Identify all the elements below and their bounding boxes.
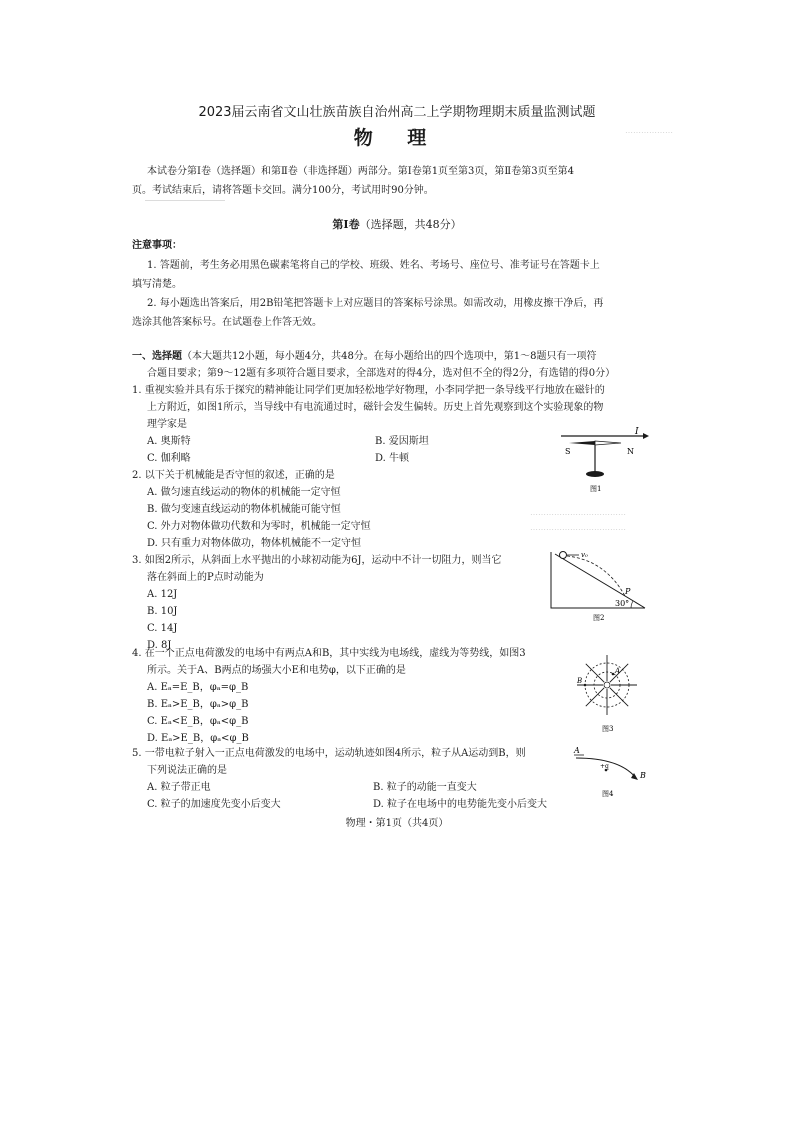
notice-heading: 注意事项： — [132, 240, 182, 251]
needle-north — [595, 441, 621, 445]
q5-option-d: D. 粒子在电场中的电势能先变小后变大 — [373, 799, 548, 810]
q1-option-a: A. 奥斯特 — [147, 436, 191, 447]
q1-option-d: D. 牛顿 — [375, 453, 410, 464]
q1-stem: 理学家是 — [147, 419, 187, 430]
intro-line: 本试卷分第Ⅰ卷（选择题）和第Ⅱ卷（非选择题）两部分。第Ⅰ卷第1页至第3页，第Ⅱ卷第3页至第4 — [147, 166, 574, 177]
point-charge — [604, 682, 610, 688]
section-heading-rest: （本大题共12小题，每小题4分，共48分。在每小题给出的四个选项中，第1～8题只有一项符 — [182, 351, 597, 362]
q2-option-c: C. 外力对物体做功代数和为零时，机械能一定守恒 — [147, 521, 371, 532]
figure-1-label: 图1 — [590, 485, 602, 493]
angle-arc — [631, 601, 633, 608]
bleed-through-line — [145, 200, 225, 201]
current-label: I — [635, 427, 639, 437]
bleed-through-mark: ⋯⋯⋯⋯⋯⋯ — [625, 128, 673, 137]
trajectory-path — [567, 556, 625, 596]
q2-option-d: D. 只有重力对物体做功，物体机械能不一定守恒 — [147, 538, 362, 549]
q1-option-b: B. 爱因斯坦 — [375, 436, 429, 447]
point-b-label: B — [577, 677, 583, 685]
figure-3-field — [572, 651, 646, 735]
notice-line: 2. 每小题选出答案后，用2B铅笔把答题卡上对应题目的答案标号涂黑。如需改动，用橡皮擦干净后，再 — [147, 298, 604, 309]
q4-option-a: A. Eₐ=E_B，φₐ=φ_B — [147, 682, 249, 693]
q5-option-c: C. 粒子的加速度先变小后变大 — [147, 799, 281, 810]
point-a-label: A — [574, 746, 580, 755]
section-heading-bold: 一、选择题 — [132, 351, 182, 362]
q5-stem: 5. 一带电粒子射入一正点电荷激发的电场中，运动轨迹如图4所示，粒子从A运动到B，则 — [132, 748, 526, 759]
q1-stem: 上方附近，如图1所示，当导线中有电流通过时，磁针会发生偏转。历史上首先观察到这个实验现象的物 — [147, 402, 604, 413]
q1-stem: 1. 重视实验并具有乐于探究的精神能让同学们更加轻松地学好物理，小李同学把一条导线平行地放在磁针的 — [132, 385, 605, 396]
bleed-through-mark: ⋯⋯⋯⋯⋯⋯⋯⋯⋯⋯⋯⋯ — [530, 510, 626, 519]
point-a-label: A — [615, 667, 621, 675]
q2-stem: 2. 以下关于机械能是否守恒的叙述，正确的是 — [132, 470, 335, 481]
charge-label: +q — [600, 763, 609, 770]
incline-slope — [555, 554, 645, 608]
part-title-bold: 第Ⅰ卷 — [332, 218, 360, 231]
figure-4-trajectory — [572, 744, 652, 800]
q3-stem: 落在斜面上的P点时动能为 — [147, 572, 264, 583]
part-title-rest: （选择题，共48分） — [359, 218, 462, 231]
q4-stem: 所示。关于A、B两点的场强大小E和电势φ，以下正确的是 — [147, 665, 406, 676]
figure-2-label: 图2 — [593, 614, 605, 622]
v0-label: v₀ — [581, 551, 588, 559]
q3-option-c: C. 14J — [147, 623, 178, 634]
point-p-label: P — [625, 587, 631, 596]
q4-stem: 4. 在一个正点电荷激发的电场中有两点A和B，其中实线为电场线，虚线为等势线，如图3 — [132, 648, 526, 659]
compass-base — [586, 471, 604, 477]
subject-title: 物 理 — [353, 127, 441, 149]
needle-s-label: S — [565, 447, 571, 456]
needle-south — [569, 441, 595, 445]
q4-option-c: C. Eₐ<E_B，φₐ<φ_B — [147, 716, 249, 727]
notice-line: 填写清楚。 — [132, 279, 182, 290]
current-arrow — [643, 433, 649, 439]
q5-option-a: A. 粒子带正电 — [147, 782, 211, 793]
page-footer: 物理・第1页（共4页） — [345, 818, 449, 829]
part-title — [0, 216, 794, 232]
intro-line: 页。考试结束后，请将答题卡交回。满分100分，考试用时90分钟。 — [132, 185, 434, 196]
q1-option-c: C. 伽利略 — [147, 453, 191, 464]
figure-3-label: 图3 — [602, 725, 614, 733]
q4-option-d: D. Eₐ>E_B，φₐ<φ_B — [147, 733, 249, 744]
q4-option-b: B. Eₐ>E_B，φₐ>φ_B — [147, 699, 249, 710]
section-line: 合题目要求；第9～12题有多项符合题目要求，全部选对的得4分，选对但不全的得2分，有选错的得0分） — [147, 368, 616, 379]
q3-stem: 3. 如图2所示，从斜面上水平抛出的小球初动能为6J，运动中不计一切阻力，则当它 — [132, 555, 502, 566]
figure-4-label: 图4 — [602, 790, 614, 798]
angle-label: 30° — [615, 599, 630, 608]
notice-line: 1. 答题前，考生务必用黑色碳素笔将自己的学校、班级、姓名、考场号、座位号、准考证号在答题卡上 — [147, 260, 600, 271]
q3-option-d: D. 8J — [147, 640, 172, 651]
q3-option-a: A. 12J — [147, 589, 178, 600]
figure-2-incline — [545, 546, 655, 624]
figure-1-compass — [555, 426, 655, 494]
point-b — [584, 684, 587, 687]
ball — [560, 552, 567, 559]
q3-option-b: B. 10J — [147, 606, 178, 617]
notice-line: 选涂其他答案标号。在试题卷上作答无效。 — [132, 317, 322, 328]
q5-option-b: B. 粒子的动能一直变大 — [373, 782, 477, 793]
exam-title: 2023届云南省文山壮族苗族自治州高二上学期物理期末质量监测试题 — [198, 105, 596, 120]
bleed-through-mark: ⋯⋯⋯⋯⋯⋯⋯⋯⋯⋯⋯⋯ — [530, 525, 626, 534]
q2-option-a: A. 做匀速直线运动的物体的机械能一定守恒 — [147, 487, 341, 498]
point-a — [612, 673, 615, 676]
needle-n-label: N — [627, 447, 634, 456]
q5-stem: 下列说法正确的是 — [147, 765, 227, 776]
point-b-label: B — [640, 771, 646, 780]
q2-option-b: B. 做匀变速直线运动的物体机械能可能守恒 — [147, 504, 341, 515]
